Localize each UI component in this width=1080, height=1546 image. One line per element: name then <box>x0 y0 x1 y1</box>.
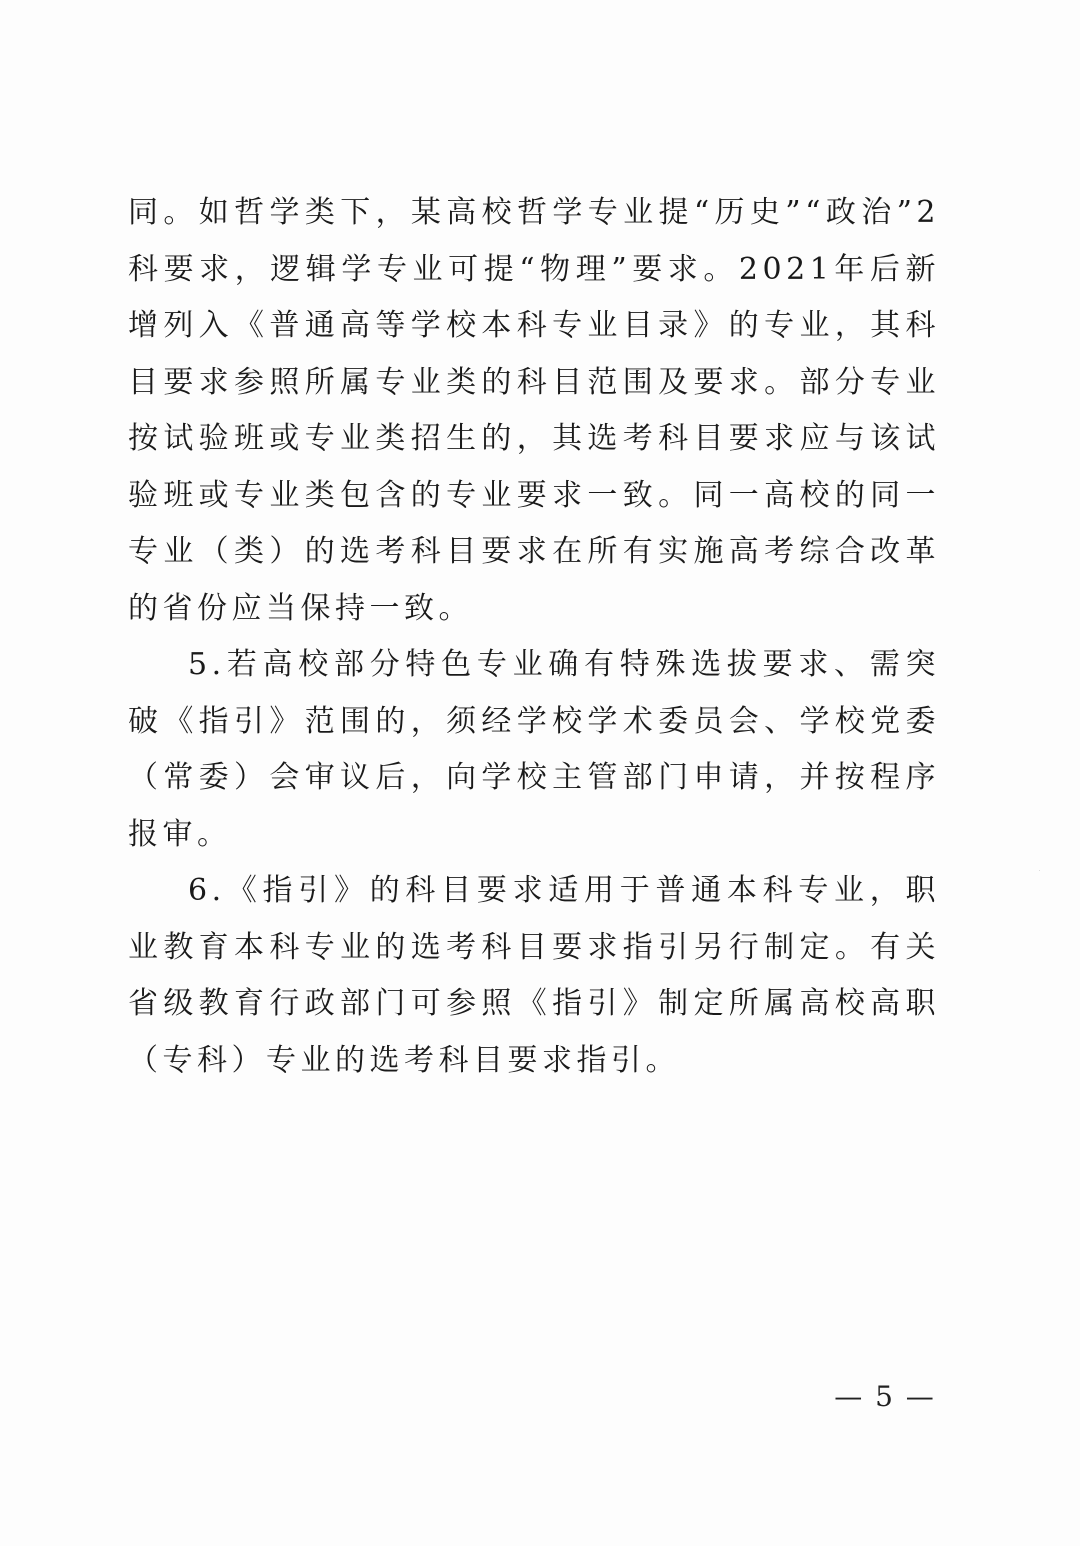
scan-speck <box>1039 870 1040 871</box>
document-body <box>128 185 940 1089</box>
page-number: — 5 — <box>834 1380 936 1413</box>
paragraph-item-6: 6.《指引》的科目要求适用于普通本科专业，职业教育本科专业的选考科目要求指引另行制定。有关省级教育行政部门可参照《指引》制定所属高校高职（专科）专业的选考科目要求指引。 <box>128 873 940 1078</box>
paragraph-continued: 同。如哲学类下，某高校哲学专业提“历史”“政治”2科要求，逻辑学专业可提“物理”要求。2021年后新增列入《普通高等学校本科专业目录》的专业，其科目要求参照所属专业类的科目范围及要求。部分专业按试验班或专业类招生的，其选考科目要求应与该试验班或专业类包含的专业要求一致。同一高校的同一专业（类）的选考科目要求在所有实施高考综合改革的省份应当保持一致。 <box>128 195 940 626</box>
paragraph-item-5: 5.若高校部分特色专业确有特殊选拔要求、需突破《指引》范围的，须经学校学术委员会、学校党委（常委）会审议后，向学校主管部门申请，并按程序报审。 <box>128 647 940 852</box>
